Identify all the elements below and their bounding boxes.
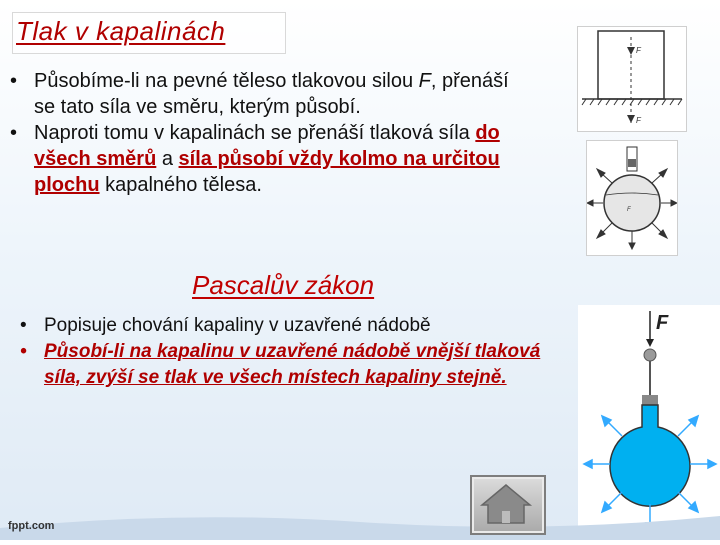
force-label: F — [656, 312, 669, 334]
force-symbol: F — [418, 70, 431, 92]
bullet-force-solid — [6, 68, 526, 120]
bullet-text: Působíme-li na pevné těleso tlakovou silou — [34, 70, 419, 92]
bullet-text: Naproti tomu v kapalinách se přenáší tlaková síla — [34, 122, 476, 144]
force-label: F — [627, 207, 631, 213]
home-icon — [472, 477, 540, 529]
footer-wave — [0, 500, 720, 540]
bullet-text: a — [156, 148, 179, 170]
highlight-all-directions: do všech směrů — [34, 122, 500, 170]
bullet-describes: • Popisuje chování kapaliny v uzavřené nádobě — [16, 313, 576, 339]
slide-title: Tlak v kapalinách — [16, 16, 226, 46]
force-label: F — [636, 46, 641, 55]
force-label: F — [636, 116, 641, 125]
flask-figure — [586, 140, 678, 256]
highlight-perpendicular: síla působí vždy kolmo na určitou plochu — [34, 148, 500, 196]
bottom-bullet-list — [16, 313, 576, 391]
pascal-heading: Pascalův zákon — [192, 270, 375, 300]
bullet-force-liquid — [6, 120, 526, 198]
solid-body-diagram — [578, 27, 686, 131]
flask-diagram — [587, 141, 677, 255]
home-button[interactable] — [470, 475, 546, 535]
bullet-text: kapalného tělesa. — [99, 174, 262, 196]
bullet-text: , přenáší se tato síla ve směru, kterým působí. — [34, 70, 509, 118]
footer-brand: fppt.com — [8, 520, 55, 532]
top-bullet-list — [6, 68, 526, 198]
bullet-pascal-law: • Působí-li na kapalinu v uzavřené nádobě vnější tlaková síla, zvýší se tlak ve všech místech kapaliny stejně. — [16, 339, 576, 391]
solid-body-figure — [577, 26, 687, 132]
